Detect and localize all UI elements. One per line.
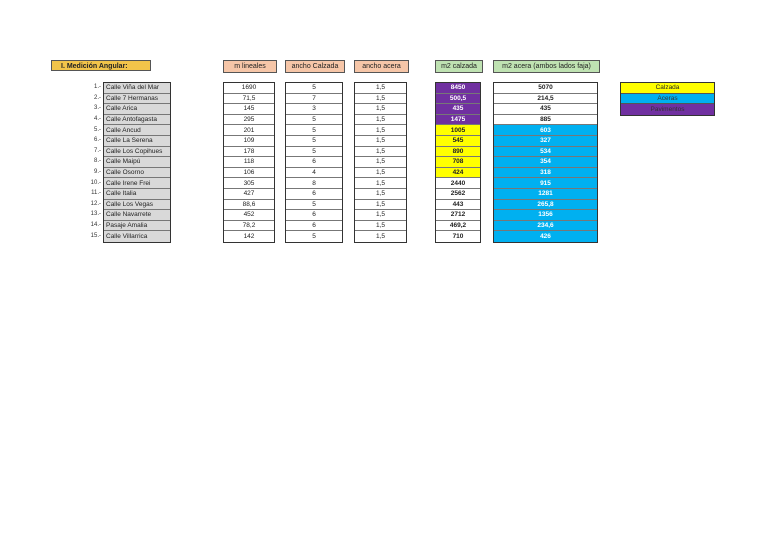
row-number[interactable]: 3.- — [93, 105, 101, 112]
m-lineales-cell[interactable]: 109 — [224, 136, 274, 147]
m-lineales-cell[interactable]: 201 — [224, 125, 274, 136]
m-lineales-cell[interactable]: 295 — [224, 115, 274, 126]
street-name-cell[interactable]: Calle Italia — [104, 189, 170, 200]
ancho-acera-cell[interactable]: 1,5 — [355, 83, 406, 94]
legend-item-aceras: Aceras — [621, 94, 714, 105]
m2-acera-cell[interactable]: 435 — [494, 104, 597, 115]
ancho-acera-cell[interactable]: 1,5 — [355, 104, 406, 115]
m2-calzada-cell[interactable]: 890 — [436, 147, 480, 158]
row-number[interactable]: 11.- — [91, 190, 101, 197]
ancho-acera-cell[interactable]: 1,5 — [355, 115, 406, 126]
m2-acera-cell[interactable]: 915 — [494, 178, 597, 189]
ancho-acera-cell[interactable]: 1,5 — [355, 157, 406, 168]
m-lineales-cell[interactable]: 427 — [224, 189, 274, 200]
m2-calzada-cell[interactable]: 1475 — [436, 115, 480, 126]
ancho-acera-cell[interactable]: 1,5 — [355, 136, 406, 147]
m2-calzada-cell[interactable]: 710 — [452, 233, 464, 241]
street-name-cell[interactable]: Calle Osorno — [104, 168, 170, 179]
header-ancho-acera: ancho acera — [354, 60, 409, 73]
row-number[interactable]: 10.- — [90, 179, 101, 186]
m2-acera-cell[interactable]: 885 — [494, 115, 597, 126]
m-lineales-column — [223, 82, 275, 243]
street-name-cell[interactable]: Calle Los Vegas — [104, 200, 170, 211]
header-m-lineales: m lineales — [223, 60, 277, 73]
street-name-cell[interactable]: Calle Navarrete — [104, 210, 170, 221]
row-number[interactable]: 2.- — [93, 94, 101, 101]
row-number[interactable]: 9.- — [93, 169, 101, 176]
m2-calzada-cell[interactable]: 1005 — [436, 125, 480, 136]
ancho-calzada-cell[interactable]: 5 — [286, 136, 342, 147]
ancho-calzada-cell[interactable]: 3 — [286, 104, 342, 115]
m2-acera-cell[interactable]: 5070 — [494, 83, 597, 94]
street-name-cell[interactable]: Calle Viña del Mar — [104, 83, 170, 94]
m2-acera-cell[interactable]: 214,5 — [494, 94, 597, 105]
m2-calzada-column — [435, 82, 481, 243]
header-m2-calzada: m2 calzada — [435, 60, 483, 73]
street-name-cell[interactable]: Calle Ancud — [104, 125, 170, 136]
ancho-calzada-cell[interactable]: 4 — [286, 168, 342, 179]
ancho-acera-cell[interactable]: 1,5 — [355, 147, 406, 158]
m2-calzada-cell[interactable]: 708 — [436, 157, 480, 168]
row-number[interactable]: 12.- — [90, 200, 101, 207]
legend-item-pavimentos: Pavimentos — [621, 104, 714, 115]
row-number[interactable]: 13.- — [90, 211, 101, 218]
header-m2-acera: m2 acera (ambos lados faja) — [493, 60, 600, 73]
m2-acera-cell[interactable]: 1356 — [494, 210, 597, 221]
m-lineales-cell[interactable]: 78,2 — [224, 221, 274, 232]
street-name-cell[interactable]: Calle Villarrica — [106, 233, 148, 241]
ancho-calzada-column — [285, 82, 343, 243]
ancho-acera-cell[interactable]: 1,5 — [355, 210, 406, 221]
m2-calzada-cell[interactable]: 2562 — [436, 189, 480, 200]
m2-calzada-cell[interactable]: 2440 — [436, 178, 480, 189]
m2-acera-cell[interactable]: 234,6 — [494, 221, 597, 232]
street-name-cell[interactable]: Calle Los Copihues — [104, 147, 170, 158]
row-number[interactable]: 15.- — [90, 232, 101, 239]
street-name-cell[interactable]: Calle Antofagasta — [104, 115, 170, 126]
street-name-cell[interactable]: Pasaje Amalia — [104, 221, 170, 232]
ancho-acera-cell[interactable]: 1,5 — [375, 233, 386, 241]
ancho-acera-cell[interactable]: 1,5 — [355, 178, 406, 189]
m-lineales-cell[interactable]: 88,6 — [224, 200, 274, 211]
m-lineales-cell[interactable]: 305 — [224, 178, 274, 189]
m2-calzada-cell[interactable]: 469,2 — [436, 221, 480, 232]
ancho-calzada-cell[interactable]: 5 — [312, 233, 316, 241]
m2-acera-cell[interactable]: 426 — [494, 231, 597, 242]
m2-calzada-cell[interactable]: 8450 — [436, 83, 480, 94]
m2-acera-cell[interactable]: 327 — [494, 136, 597, 147]
row-number[interactable]: 14.- — [90, 222, 101, 229]
m2-calzada-cell[interactable]: 424 — [436, 168, 480, 179]
street-name-column — [103, 82, 171, 243]
m2-acera-column — [493, 82, 598, 243]
m2-calzada-cell[interactable]: 443 — [436, 200, 480, 211]
m-lineales-cell[interactable]: 106 — [224, 168, 274, 179]
m-lineales-cell[interactable]: 142 — [243, 233, 255, 241]
ancho-acera-cell[interactable]: 1,5 — [355, 189, 406, 200]
ancho-acera-cell[interactable]: 1,5 — [355, 168, 406, 179]
m2-calzada-cell[interactable]: 435 — [436, 104, 480, 115]
row-number[interactable]: 5.- — [93, 126, 101, 133]
ancho-calzada-cell[interactable]: 5 — [286, 125, 342, 136]
ancho-calzada-cell[interactable]: 5 — [286, 115, 342, 126]
ancho-calzada-cell[interactable]: 8 — [286, 178, 342, 189]
ancho-calzada-cell[interactable]: 6 — [286, 210, 342, 221]
ancho-calzada-cell[interactable]: 5 — [286, 83, 342, 94]
ancho-calzada-cell[interactable]: 6 — [286, 157, 342, 168]
m2-acera-cell[interactable]: 265,8 — [494, 200, 597, 211]
ancho-calzada-cell[interactable]: 6 — [286, 189, 342, 200]
row-number[interactable]: 4.- — [93, 116, 101, 123]
ancho-calzada-cell[interactable]: 5 — [286, 200, 342, 211]
m-lineales-cell[interactable]: 118 — [224, 157, 274, 168]
m-lineales-cell[interactable]: 452 — [224, 210, 274, 221]
m2-acera-cell[interactable]: 318 — [494, 168, 597, 179]
color-legend — [620, 82, 715, 116]
header-ancho-calzada: ancho Calzada — [285, 60, 345, 73]
row-number[interactable]: 7.- — [93, 147, 101, 154]
ancho-acera-cell[interactable]: 1,5 — [355, 94, 406, 105]
ancho-acera-cell[interactable]: 1,5 — [355, 221, 406, 232]
m-lineales-cell[interactable]: 178 — [224, 147, 274, 158]
m2-calzada-cell[interactable]: 2712 — [436, 210, 480, 221]
m2-acera-cell[interactable]: 534 — [494, 147, 597, 158]
street-name-cell[interactable]: Calle La Serena — [104, 136, 170, 147]
ancho-calzada-cell[interactable]: 5 — [286, 147, 342, 158]
ancho-acera-cell[interactable]: 1,5 — [355, 125, 406, 136]
street-name-cell[interactable]: Calle Arica — [104, 104, 170, 115]
row-number[interactable]: 1.- — [93, 84, 101, 91]
ancho-calzada-cell[interactable]: 7 — [286, 94, 342, 105]
m-lineales-cell[interactable]: 145 — [224, 104, 274, 115]
m-lineales-cell[interactable]: 1690 — [224, 83, 274, 94]
ancho-acera-cell[interactable]: 1,5 — [355, 200, 406, 211]
m2-calzada-cell[interactable]: 545 — [436, 136, 480, 147]
row-numbers-column — [75, 82, 103, 241]
row-number[interactable]: 8.- — [93, 158, 101, 165]
ancho-calzada-cell[interactable]: 6 — [286, 221, 342, 232]
street-name-cell[interactable]: Calle Maipú — [104, 157, 170, 168]
m2-acera-cell[interactable]: 354 — [494, 157, 597, 168]
m-lineales-cell[interactable]: 71,5 — [224, 94, 274, 105]
m2-acera-cell[interactable]: 603 — [494, 125, 597, 136]
section-title: I. Medición Angular: — [51, 60, 151, 71]
m2-acera-cell[interactable]: 1281 — [494, 189, 597, 200]
m2-calzada-cell[interactable]: 500,5 — [436, 94, 480, 105]
ancho-acera-column — [354, 82, 407, 243]
row-number[interactable]: 6.- — [93, 137, 101, 144]
legend-item-calzada: Calzada — [621, 83, 714, 94]
street-name-cell[interactable]: Calle Irene Frei — [104, 178, 170, 189]
street-name-cell[interactable]: Calle 7 Hermanas — [104, 94, 170, 105]
